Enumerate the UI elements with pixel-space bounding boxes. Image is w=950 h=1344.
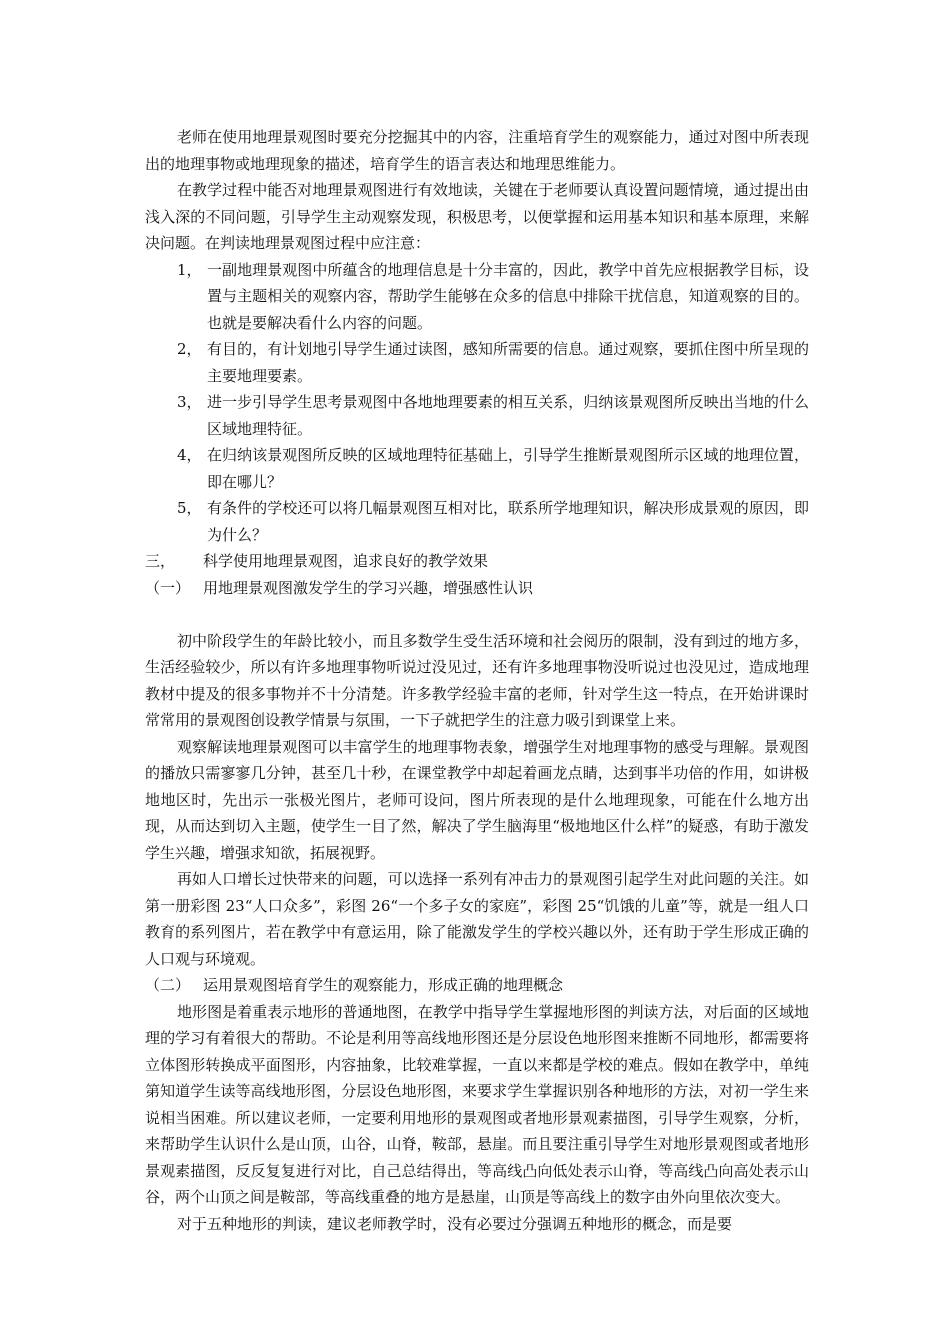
list-number: 1， — [177, 260, 202, 279]
subsection-number: （二） — [145, 976, 191, 994]
subsection-title: 运用景观图培育学生的观察能力，形成正确的地理概念 — [203, 976, 564, 994]
list-item — [145, 389, 809, 442]
section-number: 三， — [145, 552, 176, 570]
subsection-heading — [145, 972, 809, 999]
subsection-title: 用地理景观图激发学生的学习兴趣，增强感性认识 — [203, 578, 534, 597]
subsection-number: （一） — [145, 578, 191, 597]
list-number: 3， — [177, 393, 202, 411]
paragraph: 在教学过程中能否对地理景观图进行有效地读，关键在于老师要认真设置问题情境，通过提出由浅入深的不同问题，引导学生主动观察发现，积极思考，以便掌握和运用基本知识和基本原理，来解决问题。在判读地理景观图过程中应注意： — [145, 181, 809, 252]
list-text: 有条件的学校还可以将几幅景观图互相对比，联系所学地理知识，解决形成景观的原因，即为什么？ — [207, 499, 809, 544]
paragraph: 对于五种地形的判读，建议老师教学时，没有必要过分强调五种地形的概念，而是要 — [177, 1214, 733, 1233]
paragraph: 再如人口增长过快带来的问题，可以选择一系列有冲击力的景观图引起学生对此问题的关注。如第一册彩图 23“人口众多”，彩图 26“一个多子女的家庭”，彩图 25“饥饿的儿童”等，就是一组人口教育的系列图片，若在教学中有意运用，除了能激发学生的学校兴趣以外，还有助于学生形成正确的人口观与环境观。 — [145, 870, 809, 968]
section-heading — [145, 548, 809, 575]
list-number: 2， — [177, 340, 202, 358]
list-text: 进一步引导学生思考景观图中各地地理要素的相互关系，归纳该景观图所反映出当地的什么区域地理特征。 — [207, 393, 809, 438]
list-item — [145, 257, 809, 337]
document-body — [145, 124, 809, 1237]
list-number: 4， — [177, 446, 202, 464]
paragraph: 老师在使用地理景观图时要充分挖掘其中的内容，注重培育学生的观察能力，通过对图中所表现出的地理事物或地理现象的描述，培育学生的语言表达和地理思维能力。 — [145, 128, 809, 173]
list-item — [145, 336, 809, 389]
list-item — [145, 442, 809, 495]
paragraph: 地形图是着重表示地形的普通地图，在教学中指导学生掌握地形图的判读方法，对后面的区域地理的学习有着很大的帮助。不论是利用等高线地形图还是分层设色地形图来推断不同地形，都需要将立体图形转换成平面图形，内容抽象，比较难掌握，一直以来都是学校的难点。假如在教学中，单纯第知道学生读等高线地形图，分层设色地形图，来要求学生掌握识别各种地形的方法，对初一学生来说相当困难。所以建议老师，一定要利用地形的景观图或者地形景观素描图，引导学生观察，分析，来帮助学生认识什么是山顶，山谷，山脊，鞍部，悬崖。而且要注重引导学生对地形景观图或者地形景观素描图，反反复复进行对比，自己总结得出，等高线凸向低处表示山脊，等高线凸向高处表示山谷，两个山顶之间是鞍部，等高线重叠的地方是悬崖，山顶是等高线上的数字由外向里依次变大。 — [145, 1002, 809, 1206]
list-text: 一副地理景观图中所蕴含的地理信息是十分丰富的，因此，教学中首先应根据教学目标，设置与主题相关的观察内容，帮助学生能够在众多的信息中排除干扰信息，知道观察的目的。也就是要解决看什么内容的问题。 — [207, 260, 809, 332]
list-text: 有目的，有计划地引导学生通过读图，感知所需要的信息。通过观察，要抓住图中所呈现的主要地理要素。 — [207, 340, 809, 385]
paragraph: 初中阶段学生的年龄比较小，而且多数学生受生活环境和社会阅历的限制，没有到过的地方多，生活经验较少，所以有许多地理事物听说过没见过，还有许多地理事物没听说过也没见过，造成地理教材中提及的很多事物并不十分清楚。许多教学经验丰富的老师，针对学生这一特点，在开始讲课时常常用的景观图创设教学情景与氛围，一下子就把学生的注意力吸引到课堂上来。 — [145, 631, 809, 729]
list-text: 在归纳该景观图所反映的区域地理特征基础上，引导学生推断景观图所示区域的地理位置，即在哪儿？ — [207, 446, 809, 491]
paragraph: 观察解读地理景观图可以丰富学生的地理事物表象，增强学生对地理事物的感受与理解。景观图的播放只需寥寥几分钟，甚至几十秒，在课堂教学中却起着画龙点睛，达到事半功倍的作用，如讲极地地区时，先出示一张极光图片，老师可设问，图片所表现的是什么地理现象，可能在什么地方出现，从而达到切入主题，使学生一目了然，解决了学生脑海里“极地地区什么样”的疑惑，有助于激发学生兴趣，增强求知欲，拓展视野。 — [145, 737, 809, 862]
list-item — [145, 495, 809, 548]
list-number: 5， — [177, 499, 202, 517]
subsection-heading — [145, 575, 809, 602]
blank-line — [145, 601, 809, 628]
section-title: 科学使用地理景观图，追求良好的教学效果 — [203, 552, 489, 570]
numbered-list — [145, 257, 809, 549]
